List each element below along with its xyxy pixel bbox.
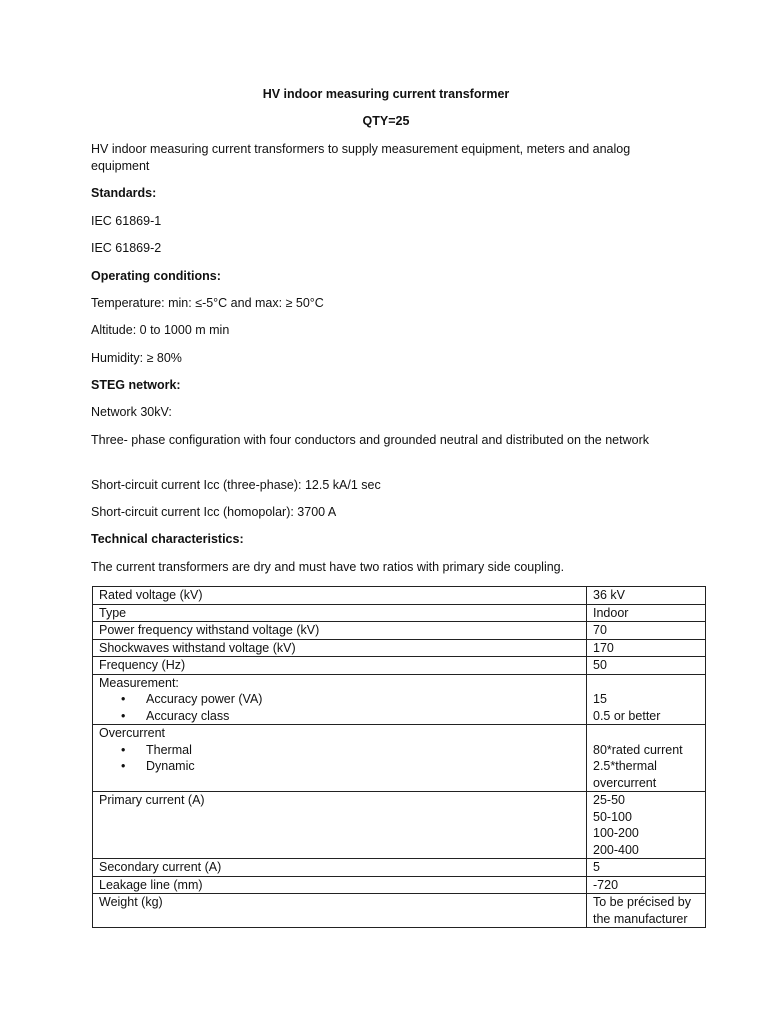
row-value-group [587, 725, 706, 792]
table-row [93, 859, 706, 877]
table-row [93, 604, 706, 622]
intro-paragraph: HV indoor measuring current transformers to supply measurement equipment, meters and analog equipment [91, 142, 631, 173]
table-row [93, 587, 706, 605]
row-label: Frequency (Hz) [93, 657, 587, 675]
overcurrent-label: Overcurrent [99, 726, 165, 740]
table-row [93, 792, 706, 859]
spec-table [92, 586, 706, 928]
row-value: 2.5*thermal overcurrent [593, 759, 657, 790]
list-item: • Accuracy class [99, 708, 582, 725]
technical-heading: Technical characteristics: [91, 532, 244, 546]
list-item: • Accuracy power (VA) [99, 691, 582, 708]
table-row [93, 876, 706, 894]
table-row [93, 674, 706, 725]
row-value: 5 [587, 859, 706, 877]
row-value-group [587, 792, 706, 859]
standard-item: IEC 61869-1 [91, 214, 162, 228]
row-label: Secondary current (A) [93, 859, 587, 877]
row-value: 50-100 [593, 809, 632, 824]
overcurrent-list [99, 742, 582, 775]
standards-heading: Standards: [91, 186, 157, 200]
temperature-text: Temperature: min: ≤-5°C and max: ≥ 50°C [91, 296, 324, 310]
row-label: Leakage line (mm) [93, 876, 587, 894]
icc-three-phase: Short-circuit current Icc (three-phase): 12.5 kA/1 sec [91, 478, 381, 492]
row-value: 50 [587, 657, 706, 675]
row-value: Indoor [587, 604, 706, 622]
table-row [93, 725, 706, 792]
list-item: • Thermal [99, 742, 582, 759]
operating-heading: Operating conditions: [91, 269, 221, 283]
table-row [93, 639, 706, 657]
measurement-label: Measurement: [99, 675, 179, 690]
network-heading: STEG network: [91, 378, 181, 392]
humidity-text: Humidity: ≥ 80% [91, 351, 182, 365]
row-value-group [587, 674, 706, 725]
row-label: Primary current (A) [93, 792, 587, 859]
list-item: • Dynamic [99, 758, 582, 775]
row-value: 170 [587, 639, 706, 657]
row-value: 100-200 [593, 826, 639, 840]
row-value: 200-400 [593, 842, 639, 857]
row-value: 0.5 or better [593, 708, 661, 723]
icc-homopolar: Short-circuit current Icc (homopolar): 3700 A [91, 505, 337, 519]
measurement-list [99, 691, 582, 724]
document-title: HV indoor measuring current transformer [262, 87, 510, 101]
altitude-text: Altitude: 0 to 1000 m min [91, 323, 230, 337]
row-label: Rated voltage (kV) [93, 587, 587, 605]
quantity: QTY=25 [362, 114, 410, 128]
row-value: 70 [587, 622, 706, 640]
standard-item: IEC 61869-2 [91, 241, 162, 255]
row-label-group [93, 725, 587, 792]
row-label-group [93, 674, 587, 725]
network-voltage: Network 30kV: [91, 405, 172, 419]
row-value: 25-50 [593, 793, 625, 807]
table-row [93, 622, 706, 640]
row-value: 36 kV [587, 587, 706, 605]
row-value: 80*rated current [593, 742, 683, 757]
network-config: Three- phase configuration with four conductors and grounded neutral and distributed on the network [91, 433, 649, 447]
row-value: -720 [587, 876, 706, 894]
row-label: Type [93, 604, 587, 622]
table-row [93, 657, 706, 675]
row-value: To be précised by the manufacturer [587, 894, 706, 928]
technical-intro: The current transformers are dry and must have two ratios with primary side coupling. [91, 560, 565, 574]
table-row [93, 894, 706, 928]
row-label: Weight (kg) [93, 894, 587, 928]
row-label: Power frequency withstand voltage (kV) [93, 622, 587, 640]
row-value: 15 [593, 692, 607, 706]
row-label: Shockwaves withstand voltage (kV) [93, 639, 587, 657]
